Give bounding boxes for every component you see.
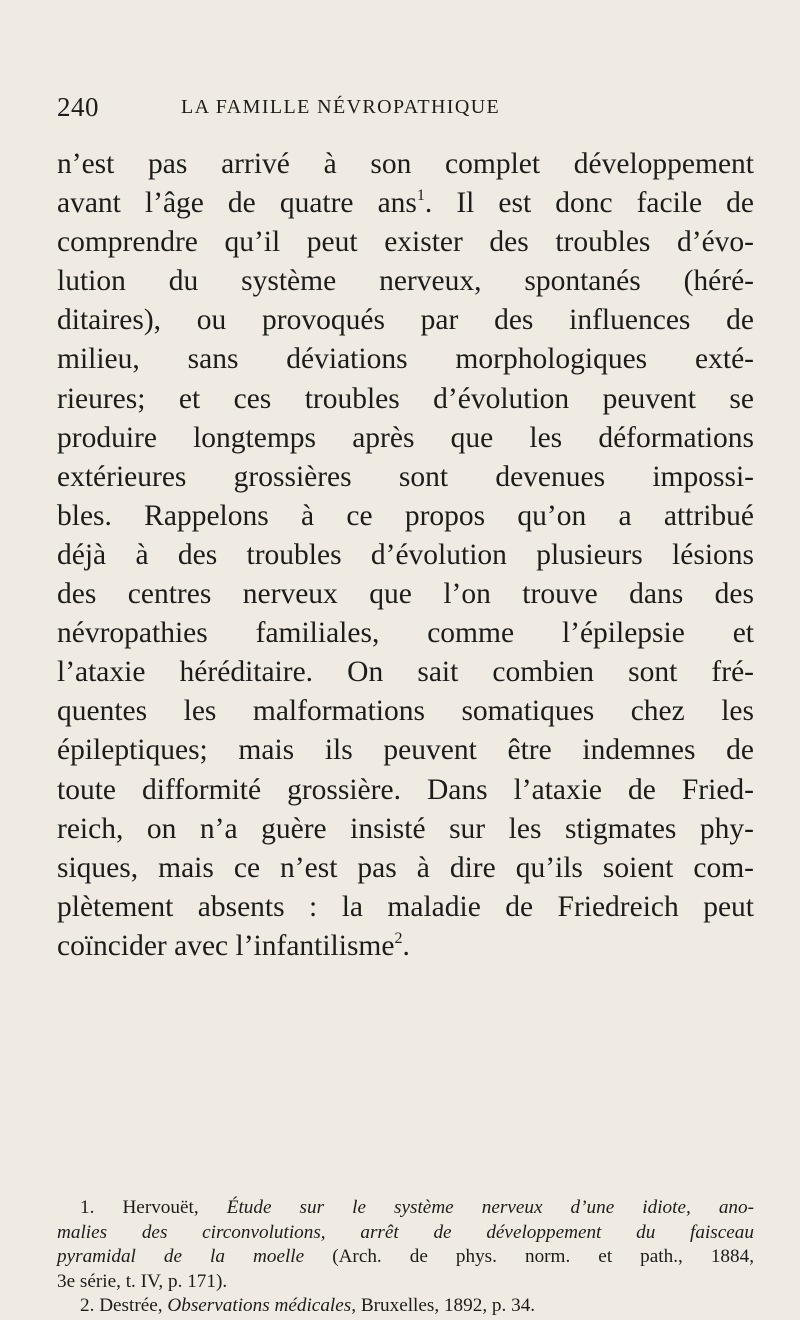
text-line: avant l’âge de quatre ans$^1$. Il est donc facile de: [57, 187, 754, 220]
footnote-1-line: malies des circonvolutions, arrêt de développement du faisceau: [57, 1221, 754, 1243]
footnote-1: 1. Hervouët, Étude sur le système nerveux d’une idiote, ano-: [80, 1197, 755, 1218]
page-header: [57, 92, 747, 132]
text-line: extérieures grossières sont devenues impossi-: [57, 460, 754, 493]
footnote-title: Étude sur le système nerveux d’une idiote, ano-: [226, 1197, 755, 1218]
text-line: coïncider avec l’infantilisme$^2$.: [57, 929, 410, 962]
text-line: névropathies familiales, comme l’épilepsie et: [57, 617, 754, 650]
text-line: bles. Rappelons à ce propos qu’on a attribué: [57, 499, 754, 532]
text-line: reich, on n’a guère insisté sur les stigmates phy-: [57, 812, 754, 845]
text-line: épileptiques; mais ils peuvent être indemnes de: [57, 734, 754, 767]
footnotes: [57, 1196, 754, 1319]
text-line: l’ataxie héréditaire. On sait combien sont fré-: [57, 656, 754, 689]
text-line: déjà à des troubles d’évolution plusieurs lésions: [57, 538, 754, 571]
footnote-1-line: pyramidal de la moelle (Arch. de phys. norm. et path., 1884,: [57, 1246, 755, 1267]
footnote-number: 2.: [80, 1295, 95, 1316]
footnote-reference: 1: [416, 187, 425, 205]
text-line: des centres nerveux que l’on trouve dans des: [57, 578, 754, 611]
text-line: quentes les malformations somatiques chez les: [57, 695, 754, 728]
text-line: produire longtemps après que les déformations: [57, 421, 754, 454]
body-paragraph: [57, 145, 754, 966]
text-line: ditaires), ou provoqués par des influences de: [57, 304, 754, 337]
running-title: LA FAMILLE NÉVROPATHIQUE: [181, 96, 501, 118]
footnote-reference: 2: [394, 929, 403, 947]
text-line: n’est pas arrivé à son complet développement: [57, 148, 754, 180]
text-line: milieu, sans déviations morphologiques exté-: [57, 343, 754, 376]
text-line: comprendre qu’il peut exister des troubles d’évo-: [57, 226, 754, 259]
text-line: plètement absents : la maladie de Friedreich peut: [57, 890, 754, 923]
page-number: 240: [57, 92, 99, 122]
text-line: toute difformité grossière. Dans l’ataxie de Fried-: [57, 773, 754, 806]
footnote-1-line: 3e série, t. IV, p. 171).: [57, 1270, 228, 1292]
text-line: siques, mais ce n’est pas à dire qu’ils soient com-: [57, 851, 754, 884]
text-line: rieures; et ces troubles d’évolution peuvent se: [57, 382, 754, 415]
footnote-number: 1.: [80, 1197, 95, 1218]
footnote-2: 2. Destrée, Observations médicales, Bruxelles, 1892, p. 34.: [80, 1295, 536, 1316]
text-line: lution du système nerveux, spontanés (héré-: [57, 265, 754, 298]
footnote-title: Observations médicales,: [167, 1295, 357, 1316]
